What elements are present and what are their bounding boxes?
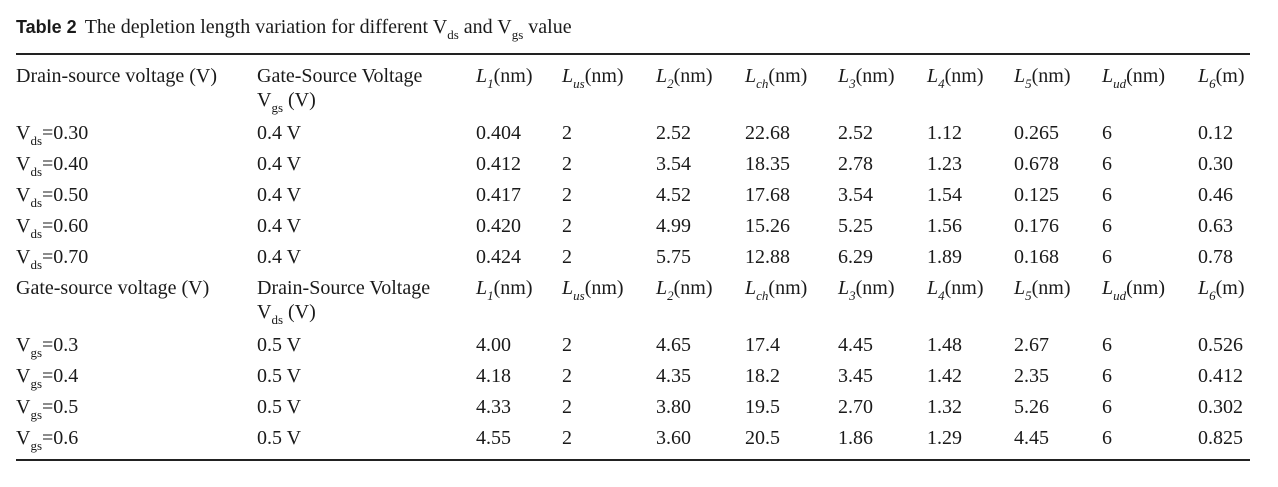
header-col0: Drain-source voltage (V) [16,65,218,87]
table-cell: 1.89 [927,246,962,268]
table-cell: 18.35 [745,153,790,175]
length-symbol: L [838,277,850,299]
row-label [16,364,78,390]
table-cell: 6 [1102,184,1112,206]
table-cell: 4.65 [656,334,691,356]
table-cell: 17.4 [745,334,780,356]
table-cell: 6.29 [838,246,873,268]
length-subscript: 6 [1209,76,1216,91]
table-cell: 0.420 [476,215,521,237]
table-cell: 4.45 [838,334,873,356]
table-cell: 2.35 [1014,365,1049,387]
table-cell: 0.678 [1014,153,1059,175]
length-symbol: L [927,277,939,299]
header-length-ch [745,276,807,302]
header-length-3 [838,64,895,90]
row-label [16,245,88,271]
length-symbol: L [1198,277,1210,299]
length-unit: (nm) [1126,65,1166,87]
table-cell: 0.424 [476,246,521,268]
table-cell: 6 [1102,215,1112,237]
table-cell: 3.80 [656,396,691,418]
table-cell: 0.4 V [257,122,302,144]
table-cell: 1.32 [927,396,962,418]
table-cell: 6 [1102,246,1112,268]
table-cell: 5.25 [838,215,873,237]
table-cell: 0.265 [1014,122,1059,144]
table-cell: 6 [1102,122,1112,144]
header-length-ud [1102,276,1165,302]
table-cell: 6 [1102,365,1112,387]
table-cell: 0.78 [1198,246,1233,268]
length-symbol: L [1102,277,1114,299]
header-col1 [257,64,422,88]
length-symbol: L [562,65,574,87]
row-label-value: =0.6 [42,427,79,449]
caption-sub-ds: ds [447,27,459,42]
row-label-value: =0.60 [42,215,89,237]
header-length-ud [1102,64,1165,90]
length-subscript: 5 [1025,76,1032,91]
row-label-value: =0.30 [42,122,89,144]
table-cell: 0.4 V [257,184,302,206]
length-subscript: us [573,288,585,303]
header-length-1 [476,276,533,302]
length-subscript: 1 [487,288,494,303]
table-cell: 2 [562,334,572,356]
table-cell: 22.68 [745,122,790,144]
length-unit: (nm) [584,277,624,299]
table-cell: 0.4 V [257,153,302,175]
header-col1-v: V [257,301,272,323]
table-cell: 3.60 [656,427,691,449]
row-label-v: V [16,153,31,175]
table-cell: 2 [562,365,572,387]
length-symbol: L [1198,65,1210,87]
row-label-sub: gs [30,407,43,422]
length-subscript: ch [756,288,769,303]
length-symbol: L [562,277,574,299]
length-symbol: L [656,277,668,299]
row-label-sub: ds [30,257,43,272]
table-cell: 6 [1102,334,1112,356]
length-symbol: L [927,65,939,87]
row-label-value: =0.3 [42,334,79,356]
table-cell: 6 [1102,153,1112,175]
row-label-v: V [16,365,31,387]
caption-text-a: The depletion length variation for different V [84,16,448,38]
length-subscript: ud [1113,288,1127,303]
length-subscript: 2 [667,76,674,91]
row-label-sub: gs [30,345,43,360]
length-symbol: L [1102,65,1114,87]
table-cell: 1.29 [927,427,962,449]
row-label [16,152,88,178]
header-col1-line2 [257,300,316,326]
table-cell: 1.48 [927,334,962,356]
table-cell: 4.55 [476,427,511,449]
row-label-sub: gs [30,438,43,453]
header-col1-line1: Gate-Source Voltage [257,65,423,87]
row-label [16,395,78,421]
row-label-sub: ds [30,133,43,148]
length-unit: (nm) [1126,277,1166,299]
length-subscript: 4 [938,76,945,91]
table-cell: 1.54 [927,184,962,206]
table-bottom-rule [16,459,1250,461]
row-label [16,426,78,452]
table-cell: 4.35 [656,365,691,387]
table-cell: 2 [562,396,572,418]
length-unit: (nm) [855,65,895,87]
length-subscript: ch [756,76,769,91]
table-label: Table 2 [16,17,77,37]
table-cell: 0.417 [476,184,521,206]
row-label-value: =0.5 [42,396,79,418]
table-cell: 3.45 [838,365,873,387]
header-length-5 [1014,64,1071,90]
table-cell: 12.88 [745,246,790,268]
caption-text-b: and V [458,16,512,38]
caption-sub-gs: gs [511,27,524,42]
table-cell: 5.75 [656,246,691,268]
length-symbol: L [656,65,668,87]
row-label-sub: ds [30,226,43,241]
header-col1-sub: gs [271,100,284,115]
row-label-v: V [16,334,31,356]
length-subscript: 6 [1209,288,1216,303]
length-unit: (nm) [493,277,533,299]
table-cell: 1.23 [927,153,962,175]
table-cell: 0.302 [1198,396,1243,418]
table-cell: 4.18 [476,365,511,387]
header-col1-unit: (V) [283,301,316,323]
row-label [16,121,88,147]
length-unit: (nm) [944,277,984,299]
table-cell: 1.86 [838,427,873,449]
table-cell: 0.412 [476,153,521,175]
row-label-sub: gs [30,376,43,391]
header-length-6 [1198,276,1245,302]
table-cell: 0.176 [1014,215,1059,237]
table-cell: 0.168 [1014,246,1059,268]
table-cell: 0.5 V [257,427,302,449]
length-symbol: L [476,65,488,87]
length-unit: (nm) [673,65,713,87]
table-cell: 0.5 V [257,334,302,356]
length-subscript: 2 [667,288,674,303]
length-symbol: L [838,65,850,87]
row-label-v: V [16,184,31,206]
table-caption [16,16,572,42]
table-cell: 0.12 [1198,122,1233,144]
header-col1 [257,276,430,300]
row-label-v: V [16,427,31,449]
caption-text-c: value [523,16,572,38]
header-col0: Gate-source voltage (V) [16,277,210,299]
length-unit: (nm) [768,65,808,87]
header-length-6 [1198,64,1245,90]
length-subscript: us [573,76,585,91]
table-cell: 0.412 [1198,365,1243,387]
header-length-ch [745,64,807,90]
length-unit: (nm) [673,277,713,299]
table-cell: 20.5 [745,427,780,449]
length-unit: (nm) [1031,65,1071,87]
row-label-v: V [16,396,31,418]
row-label-value: =0.4 [42,365,79,387]
table-cell: 0.5 V [257,365,302,387]
table-cell: 2.52 [656,122,691,144]
table-cell: 2.67 [1014,334,1049,356]
row-label-v: V [16,246,31,268]
length-unit: (m) [1215,65,1245,87]
table-cell: 6 [1102,396,1112,418]
header-length-1 [476,64,533,90]
length-subscript: 1 [487,76,494,91]
row-label-v: V [16,122,31,144]
length-symbol: L [745,277,757,299]
table-cell: 0.5 V [257,396,302,418]
length-subscript: 3 [849,288,856,303]
header-col1-line1: Drain-Source Voltage [257,277,431,299]
table-cell: 2 [562,427,572,449]
row-label-value: =0.50 [42,184,89,206]
header-length-4 [927,64,984,90]
row-label [16,214,88,240]
header-length-2 [656,64,713,90]
header-length-us [562,64,624,90]
table-cell: 1.12 [927,122,962,144]
length-unit: (nm) [855,277,895,299]
table-cell: 0.4 V [257,215,302,237]
table-cell: 0.4 V [257,246,302,268]
length-subscript: 4 [938,288,945,303]
table-cell: 4.00 [476,334,511,356]
table-cell: 5.26 [1014,396,1049,418]
length-unit: (nm) [584,65,624,87]
table-cell: 2 [562,246,572,268]
table-cell: 17.68 [745,184,790,206]
table-cell: 6 [1102,427,1112,449]
header-length-us [562,276,624,302]
header-length-4 [927,276,984,302]
header-col1-v: V [257,89,272,111]
table-cell: 4.99 [656,215,691,237]
header-col1-sub: ds [271,312,284,327]
table-cell: 2.78 [838,153,873,175]
table-cell: 1.56 [927,215,962,237]
table-cell: 18.2 [745,365,780,387]
row-label [16,183,88,209]
length-subscript: 5 [1025,288,1032,303]
table-cell: 4.52 [656,184,691,206]
row-label-sub: ds [30,164,43,179]
header-length-3 [838,276,895,302]
row-label-sub: ds [30,195,43,210]
length-subscript: 3 [849,76,856,91]
table-cell: 0.46 [1198,184,1233,206]
length-unit: (m) [1215,277,1245,299]
length-symbol: L [745,65,757,87]
table-cell: 15.26 [745,215,790,237]
row-label-value: =0.40 [42,153,89,175]
table-cell: 3.54 [656,153,691,175]
header-col1-line2 [257,88,316,114]
length-subscript: ud [1113,76,1127,91]
table-cell: 2 [562,184,572,206]
length-symbol: L [476,277,488,299]
table-cell: 0.125 [1014,184,1059,206]
header-length-5 [1014,276,1071,302]
length-unit: (nm) [1031,277,1071,299]
table-cell: 0.825 [1198,427,1243,449]
length-unit: (nm) [944,65,984,87]
table-cell: 4.45 [1014,427,1049,449]
row-label [16,333,78,359]
table-cell: 2 [562,215,572,237]
header-col1-unit: (V) [283,89,316,111]
length-unit: (nm) [493,65,533,87]
table-cell: 4.33 [476,396,511,418]
length-unit: (nm) [768,277,808,299]
table-cell: 3.54 [838,184,873,206]
row-label-v: V [16,215,31,237]
table-cell: 2 [562,153,572,175]
table-cell: 19.5 [745,396,780,418]
length-symbol: L [1014,277,1026,299]
table-cell: 2 [562,122,572,144]
table-cell: 1.42 [927,365,962,387]
table-cell: 0.526 [1198,334,1243,356]
table-cell: 0.30 [1198,153,1233,175]
table-top-rule [16,53,1250,55]
header-length-2 [656,276,713,302]
table-cell: 0.404 [476,122,521,144]
table-cell: 2.52 [838,122,873,144]
table-cell: 0.63 [1198,215,1233,237]
row-label-value: =0.70 [42,246,89,268]
table-cell: 2.70 [838,396,873,418]
length-symbol: L [1014,65,1026,87]
